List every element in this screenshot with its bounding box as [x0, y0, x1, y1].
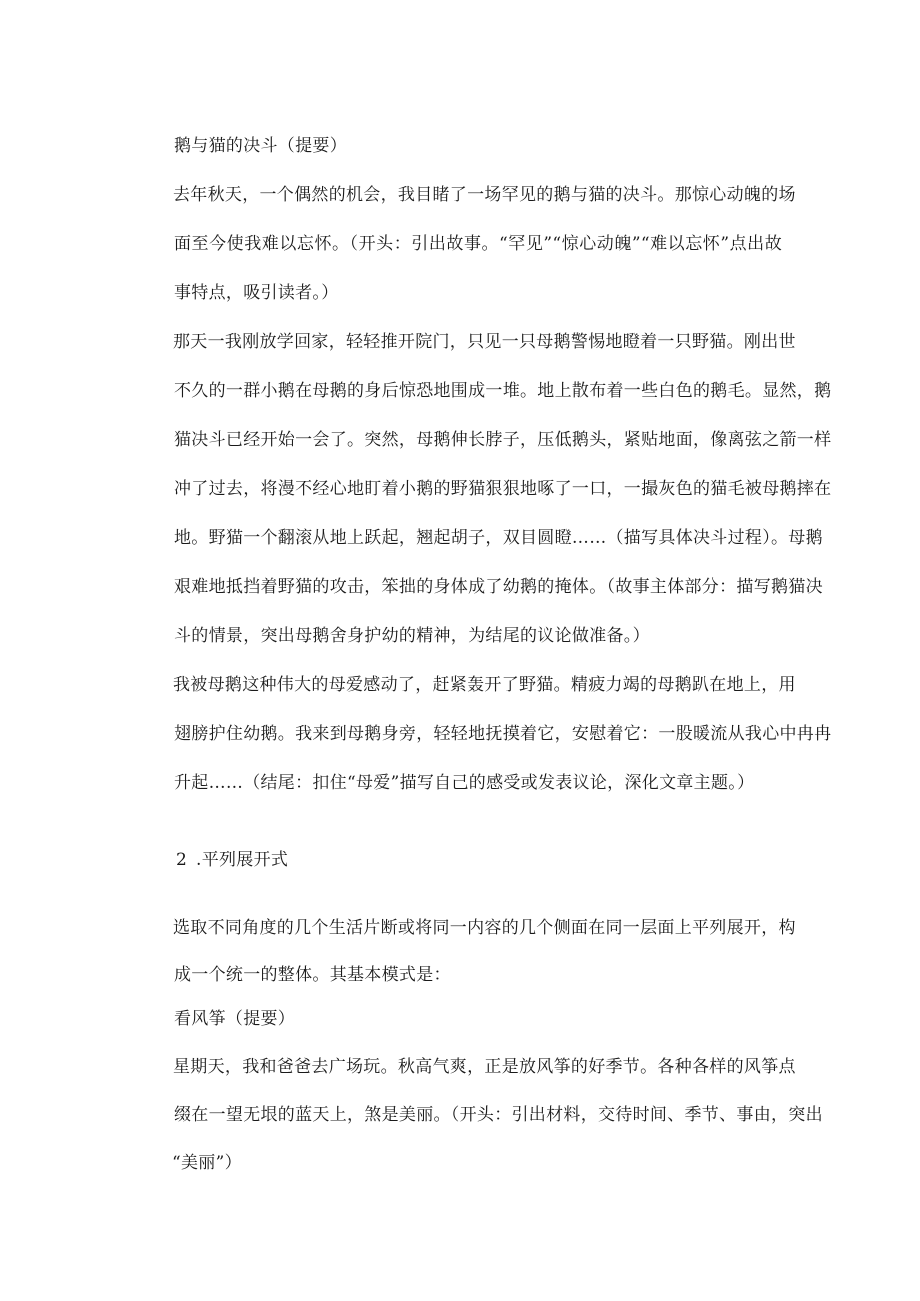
story1-p3-line1: 我被母鹅这种伟大的母爱感动了，赶紧轰开了野猫。精疲力竭的母鹅趴在地上，用 — [173, 675, 796, 695]
story1-p2-line5: 地。野猫一个翻滚从地上跃起，翘起胡子，双目圆瞪……（描写具体决斗过程）。母鹅 — [174, 528, 823, 548]
story2-p1-line1: 星期天，我和爸爸去广场玩。秋高气爽，正是放风筝的好季节。各种各样的风筝点 — [173, 1057, 796, 1077]
story1-title: 鹅与猫的决斗（提要） — [174, 136, 347, 156]
story1-p2-line4: 冲了过去，将漫不经心地盯着小鹅的野猫狠狠地啄了一口，一撮灰色的猫毛被母鹅摔在 — [174, 479, 832, 499]
story1-p1-line3: 事特点，吸引读者。） — [174, 283, 339, 303]
story1-p3-line2: 翅膀护住幼鹅。我来到母鹅身旁，轻轻地抚摸着它，安慰着它：一股暖流从我心中冉冉 — [174, 724, 832, 744]
section2-heading: .平列展开式 — [196, 850, 289, 870]
section2-intro-line2: 成一个统一的整体。其基本模式是： — [174, 965, 451, 985]
story1-p2-line2: 不久的一群小鹅在母鹅的身后惊恐地围成一堆。地上散布着一些白色的鹅毛。显然，鹅 — [174, 381, 832, 401]
story1-p2-line6: 艰难地抵挡着野猫的攻击，笨拙的身体成了幼鹅的掩体。（故事主体部分：描写鹅猫决 — [174, 577, 823, 597]
story1-p2-line7: 斗的情景，突出母鹅舍身护幼的精神，为结尾的议论做准备。） — [174, 626, 650, 646]
section2-intro-line1: 选取不同角度的几个生活片断或将同一内容的几个侧面在同一层面上平列展开，构 — [173, 918, 796, 938]
story1-p2-line3: 猫决斗已经开始一会了。突然，母鹅伸长脖子，压低鹅头，紧贴地面，像离弦之箭一样 — [174, 430, 832, 450]
story1-p1-line1: 去年秋天，一个偶然的机会，我目睹了一场罕见的鹅与猫的决斗。那惊心动魄的场 — [173, 185, 796, 205]
story1-p3-line3: 升起……（结尾：扣住“母爱”描写自己的感受或发表议论，深化文章主题。） — [174, 773, 755, 793]
section2-number: 2 — [176, 850, 188, 870]
story1-p2-line1: 那天一我刚放学回家，轻轻推开院门，只见一只母鹅警惕地瞪着一只野猫。刚出世 — [173, 332, 796, 352]
story2-title: 看风筝（提要） — [174, 1009, 296, 1029]
story2-p1-line3: “美丽”） — [172, 1153, 242, 1173]
story2-p1-line2: 缀在一望无垠的蓝天上，煞是美丽。（开头：引出材料，交待时间、季节、事由，突出 — [174, 1105, 823, 1125]
story1-p1-line2: 面至今使我难以忘怀。（开头：引出故事。“罕见”“惊心动魄”“难以忘怀”点出故 — [174, 234, 782, 254]
